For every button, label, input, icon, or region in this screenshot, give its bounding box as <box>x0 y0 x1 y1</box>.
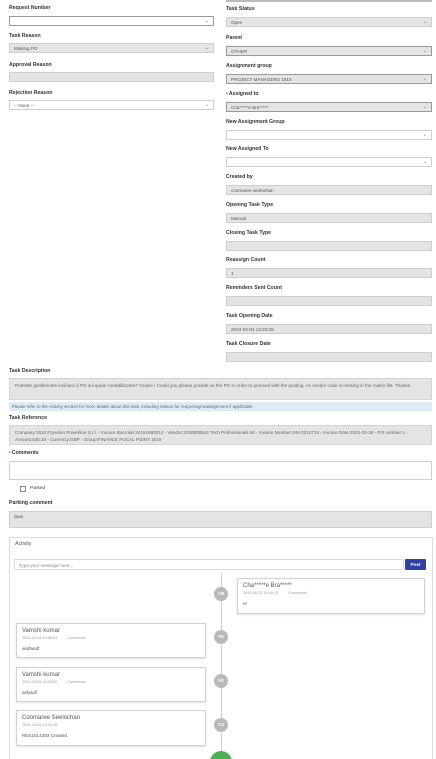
request-number-field[interactable] <box>9 16 214 26</box>
assigned-to-label <box>226 91 259 97</box>
new-assigned-to-label: New Assigned To <box>226 146 269 152</box>
required-marker: • <box>226 91 228 97</box>
task-reason-label: Task Reason <box>9 33 41 39</box>
task-description-field: Potreste gentilmente indicarci il PO sul quale contabilizzare? Grazie / Could you please provide us the PO in order to proceed with the posting. As vendor code is missing in the matrix file. Thanks <box>9 378 432 400</box>
activity-entry <box>16 623 206 658</box>
rejection-reason-value: -- None -- <box>14 103 34 108</box>
activity-title: Activity <box>15 541 32 547</box>
task-opening-date-label: Task Opening Date <box>226 313 273 319</box>
parent-select[interactable] <box>226 46 432 56</box>
task-opening-date-value: 2024-04-04 13:20:25 <box>231 327 274 332</box>
reassign-count-label: Reassign Count <box>226 257 266 263</box>
entry-type: Comments <box>67 636 86 640</box>
avatar: CS <box>214 718 228 732</box>
created-by-value: coomaree.seelochan <box>231 188 274 193</box>
avatar: VK <box>214 630 228 644</box>
entry-time: 2024-04-04 14:06:03 <box>22 636 58 640</box>
entry-author: Coomaree Seelochan <box>22 715 81 721</box>
post-button[interactable]: Post <box>405 559 426 570</box>
chevron-down-icon: ⌄ <box>422 159 427 165</box>
entry-meta <box>243 591 419 595</box>
assigned-to-value: Cha*****e Bra***** <box>231 105 269 110</box>
rejection-reason-select[interactable] <box>9 100 214 110</box>
task-reference-field: Company:1510 Fryxelon Powerline S.r.l. - Invoice Barcode:24151990012 - Vendor:2030008542 Tech Professionals ltd - Invoice Number:INV-0210716 - Invoice Date:2024-02-28 - PO number:1 - Amount:436.34 - Currency:GBP - Group:FINANCE FOCAL POINT 1510 <box>9 425 432 445</box>
entry-meta <box>22 680 200 684</box>
task-status-select[interactable] <box>226 17 432 27</box>
created-by-field <box>226 185 432 195</box>
closing-task-type-field <box>226 241 432 251</box>
closing-task-type-label: Closing Task Type <box>226 230 272 236</box>
top-divider <box>226 0 432 2</box>
parent-label: Parent <box>226 35 243 41</box>
entry-meta <box>22 636 200 640</box>
entry-time: 2024-04-04 13:20:26 <box>22 723 58 727</box>
entry-time: 2024-06-13 16:40:13 <box>243 591 279 595</box>
chevron-down-icon: ⌄ <box>204 45 209 51</box>
new-assigned-to-select[interactable] <box>226 157 432 167</box>
entry-meta <box>22 723 200 727</box>
new-assignment-group-label: New Assignment Group <box>226 119 285 125</box>
entry-body: RES1014393 Created <box>22 733 67 738</box>
reminders-sent-count-label: Reminders Sent Count <box>226 285 282 291</box>
task-reference-label: Task Reference <box>9 415 47 421</box>
parked-label: Parked <box>30 486 46 491</box>
opening-task-type-label: Opening Task Type <box>226 202 274 208</box>
reassign-count-field <box>226 268 432 278</box>
entry-body: asdfasdf <box>22 646 40 651</box>
entry-author: Vamshi kumar <box>22 628 60 634</box>
rejection-reason-label: Rejection Reason <box>9 90 53 96</box>
task-description-label: Task Description <box>9 368 51 374</box>
message-input[interactable]: Type your message here... <box>14 559 404 570</box>
avatar: VK <box>214 674 228 688</box>
entry-type: Comments <box>67 680 86 684</box>
request-number-label: Request Number <box>9 5 51 11</box>
approval-reason-label: Approval Reason <box>9 62 52 68</box>
chevron-down-icon: ⌄ <box>422 76 427 82</box>
parked-checkbox[interactable] <box>20 486 26 492</box>
parking-comment-label: Parking comment <box>9 500 53 506</box>
reassign-count-value: 1 <box>231 271 234 276</box>
entry-body: er <box>243 601 248 606</box>
chevron-down-icon: ⌄ <box>422 132 427 138</box>
chevron-down-icon: ⌄ <box>422 104 427 110</box>
task-status-label: Task Status <box>226 6 255 12</box>
new-assignment-group-select[interactable] <box>226 130 432 140</box>
chevron-down-icon: ⌄ <box>422 19 427 25</box>
assignment-group-select[interactable] <box>226 74 432 84</box>
created-by-label: Created by <box>226 174 253 180</box>
reminders-sent-count-field <box>226 296 432 306</box>
task-reason-value: Missing PO <box>14 46 38 51</box>
task-status-value: Open <box>231 20 243 25</box>
parking-comment-value: rjww <box>14 514 24 519</box>
avatar: CB <box>214 587 228 601</box>
task-closure-date-field <box>226 352 432 362</box>
activity-entry <box>237 578 425 614</box>
task-closure-date-label: Task Closure Date <box>226 341 271 347</box>
entry-author: Cha*****e Bra***** <box>243 583 292 589</box>
assignment-group-value: PROJECT MANAGERS 1510 <box>231 77 292 82</box>
chevron-down-icon: ⌄ <box>422 48 427 54</box>
comments-label <box>9 450 39 456</box>
entry-type: Comments <box>288 591 307 595</box>
task-reason-select[interactable] <box>9 43 214 53</box>
assignment-group-label: Assignment group <box>226 63 272 69</box>
opening-task-type-field <box>226 213 432 223</box>
approval-reason-field <box>9 72 214 82</box>
required-marker: • <box>9 450 11 456</box>
activity-entry <box>16 667 206 702</box>
info-note: Please refer to the Activity section for more details about this task, including reason for reopening/reassignment if applicable. <box>9 402 432 411</box>
entry-body: asfasdf <box>22 690 37 695</box>
parent-value: OTHER <box>231 49 248 54</box>
opening-task-type-value: Manual <box>231 216 247 221</box>
assigned-to-select[interactable] <box>226 102 432 112</box>
comments-textarea[interactable] <box>9 461 432 480</box>
chevron-down-icon: ⌄ <box>204 18 209 24</box>
entry-time: 2024-04-04 14:06:00 <box>22 680 58 684</box>
activity-entry <box>16 710 206 746</box>
assigned-to-label-text: Assigned to <box>228 91 259 97</box>
parking-comment-field[interactable] <box>9 511 432 528</box>
comments-label-text: Comments <box>11 450 39 456</box>
chevron-down-icon: ⌄ <box>204 102 209 108</box>
task-opening-date-field <box>226 324 432 334</box>
entry-author: Vamshi kumar <box>22 672 60 678</box>
